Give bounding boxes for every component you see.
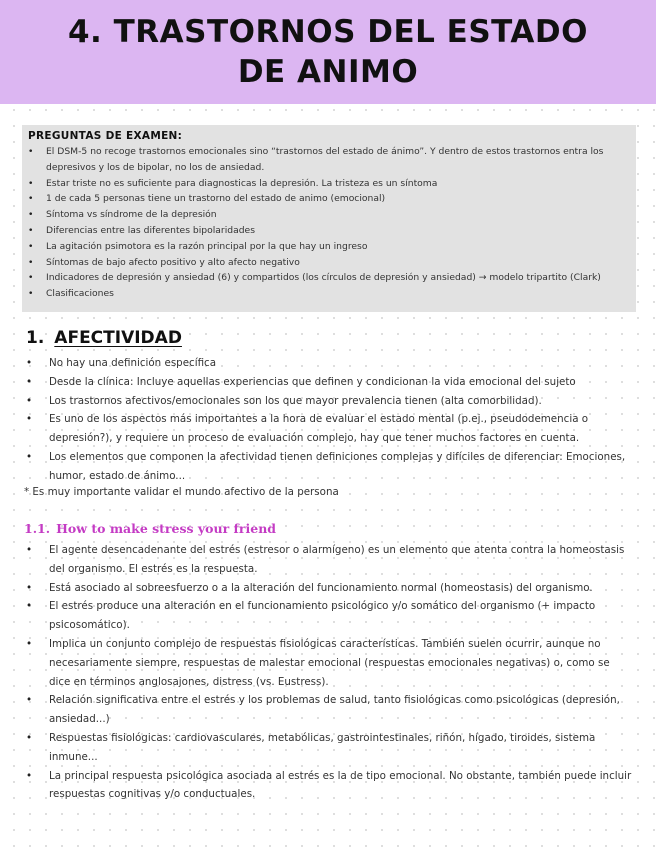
afectividad-note: * Es muy importante validar el mundo afectivo de la persona bbox=[24, 486, 339, 498]
title-banner bbox=[0, 0, 656, 104]
list-item: • Síntomas de bajo afecto positivo y alto afecto negativo bbox=[28, 255, 628, 271]
list-item: • Estar triste no es suficiente para diagnosticas la depresión. La tristeza es un síntoma bbox=[28, 176, 628, 192]
subsection-number: 1.1. bbox=[24, 521, 51, 536]
list-item: • Respuestas fisiológicas: cardiovasculares, metabólicas, gastrointestinales, riñón, hígado, tiroides, sistema inmune... bbox=[26, 729, 634, 767]
stress-list bbox=[26, 541, 634, 804]
section-title: AFECTIVIDAD bbox=[54, 328, 182, 348]
list-item: • Está asociado al sobreesfuerzo o a la alteración del funcionamiento normal (homeostasis) del organismo. bbox=[26, 579, 634, 598]
afectividad-list bbox=[26, 354, 634, 486]
list-item: • El agente desencadenante del estrés (estresor o alarmígeno) es un elemento que atenta contra la homeostasis del organismo. El estrés es la respuesta. bbox=[26, 541, 634, 579]
exam-questions-box bbox=[22, 125, 636, 312]
list-item: • El estrés produce una alteración en el funcionamiento psicológico y/o somático del organismo (+ impacto psicosomático). bbox=[26, 597, 634, 635]
list-item: • Los elementos que componen la afectividad tienen definiciones complejas y difíciles de diferenciar: Emociones, humor, estado de ánimo... bbox=[26, 448, 634, 486]
section-number: 1. bbox=[26, 328, 45, 348]
page-title-line-2: DE ANIMO bbox=[237, 54, 419, 90]
exam-questions-title: PREGUNTAS DE EXAMEN: bbox=[28, 130, 183, 142]
list-item: • Indicadores de depresión y ansiedad (6) y compartidos (los círculos de depresión y ansiedad) → modelo tripartito (Clark) bbox=[28, 270, 628, 286]
page-title-line-1: 4. TRASTORNOS DEL ESTADO bbox=[67, 14, 589, 50]
list-item: • Es uno de los aspectos más importantes a la hora de evaluar el estado mental (p.ej., pseudodemencia o depresión?), y requiere un proceso de evaluación complejo, hay que tener muchos factores en cuenta. bbox=[26, 410, 634, 448]
list-item: • Desde la clínica: Incluye aquellas experiencias que definen y condicionan la vida emocional del sujeto bbox=[26, 373, 634, 392]
list-item: • 1 de cada 5 personas tiene un trastorno del estado de animo (emocional) bbox=[28, 191, 628, 207]
list-item: • La principal respuesta psicológica asociada al estrés es la de tipo emocional. No obstante, también puede incluir respuestas cognitivas y/o conductuales. bbox=[26, 767, 634, 805]
section-heading-afectividad bbox=[26, 328, 182, 348]
list-item: • El DSM-5 no recoge trastornos emocionales sino “trastornos del estado de ánimo”. Y dentro de estos trastornos entra los depresivos y los de bipolar, no los de ansiedad. bbox=[28, 144, 628, 176]
subsection-heading-stress bbox=[24, 521, 276, 536]
list-item: • Síntoma vs síndrome de la depresión bbox=[28, 207, 628, 223]
list-item: • La agitación psimotora es la razón principal por la que hay un ingreso bbox=[28, 239, 628, 255]
list-item: • No hay una definición específica bbox=[26, 354, 634, 373]
list-item: • Implica un conjunto complejo de respuestas fisiológicas características. También suelen ocurrir, aunque no necesariamente siempre, respuestas de malestar emocional (respuestas emocionales negativas) o, como se dice en términos anglosajones, distress (vs. Eustress). bbox=[26, 635, 634, 691]
list-item: • Los trastornos afectivos/emocionales son los que mayor prevalencia tienen (alta comorbilidad). bbox=[26, 392, 634, 411]
list-item: • Diferencias entre las diferentes bipolaridades bbox=[28, 223, 628, 239]
subsection-title: How to make stress your friend bbox=[56, 521, 277, 536]
list-item: • Relación significativa entre el estrés y los problemas de salud, tanto fisiológicas como psicológicas (depresión, ansiedad...) bbox=[26, 691, 634, 729]
list-item: • Clasificaciones bbox=[28, 286, 628, 302]
exam-questions-list bbox=[28, 144, 628, 302]
